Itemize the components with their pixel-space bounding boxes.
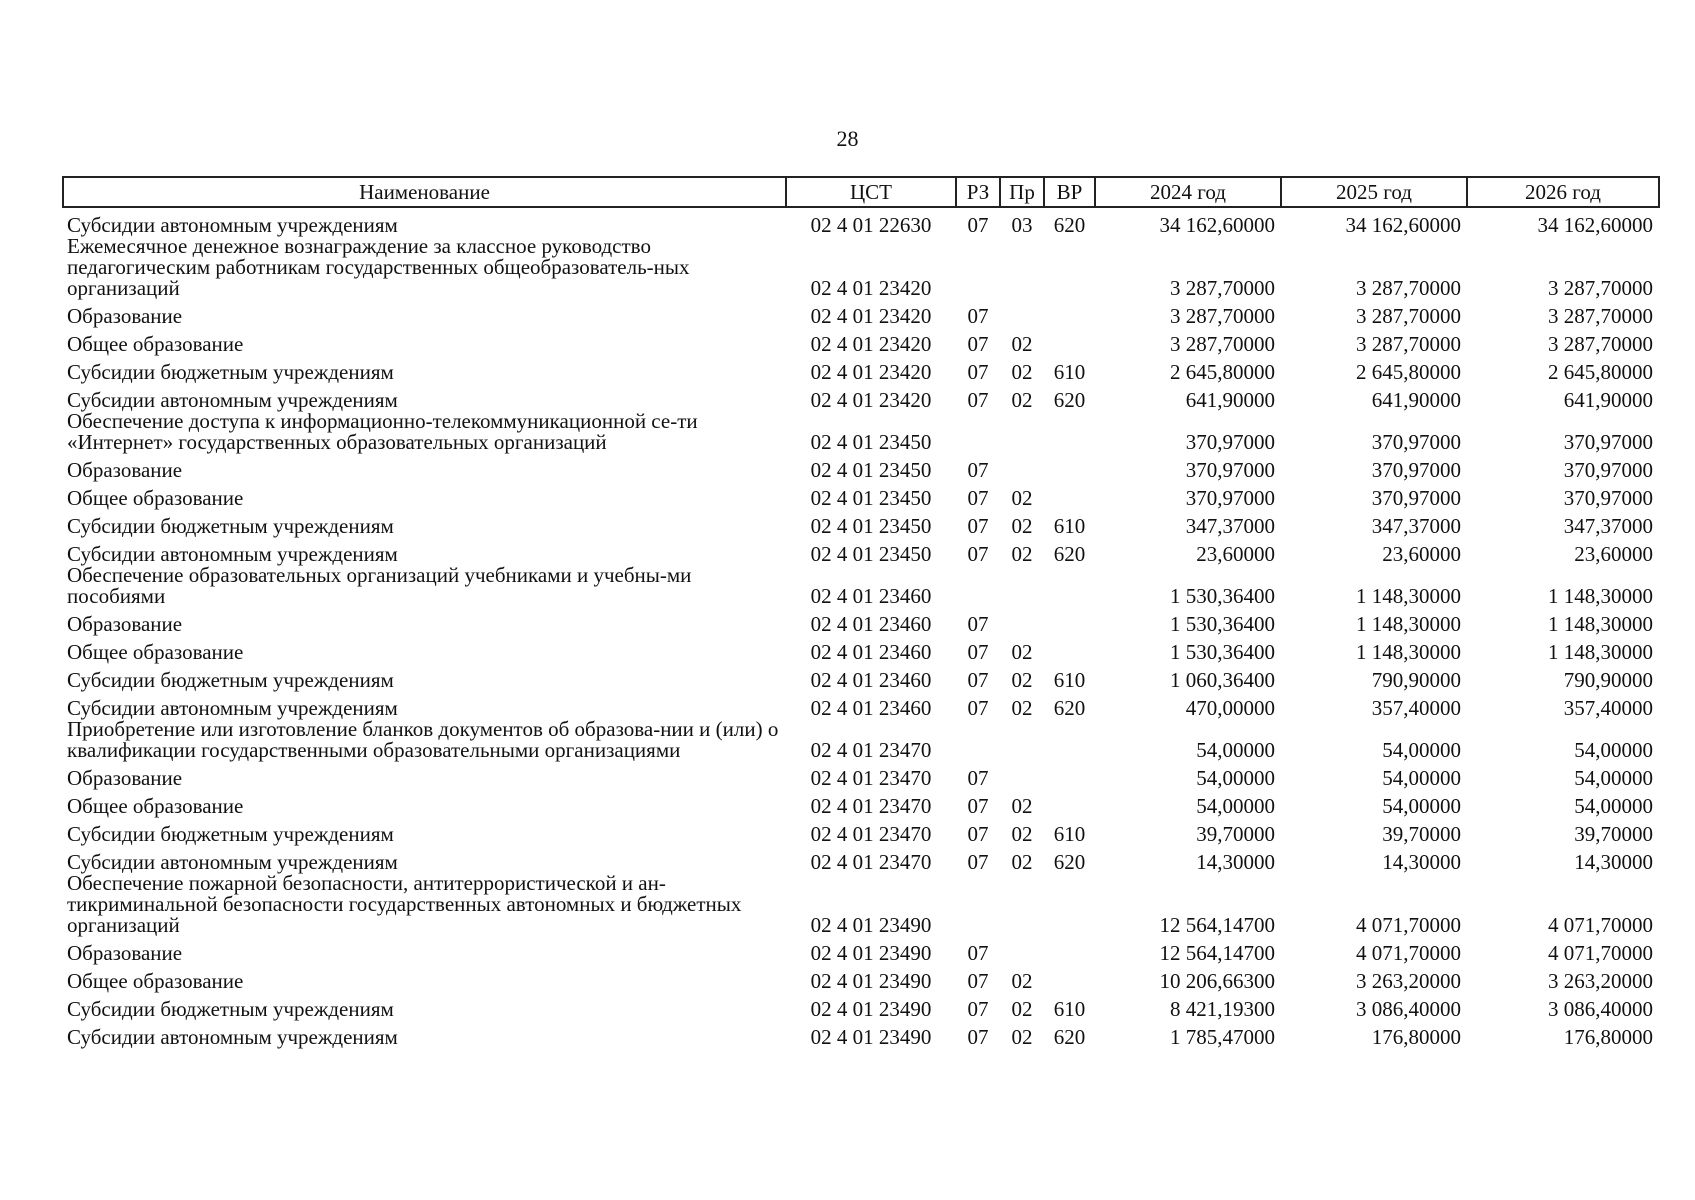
cell-2024: 14,30000 [1196, 850, 1275, 874]
cell-2026: 4 071,70000 [1548, 913, 1653, 937]
cell-rz: 07 [967, 213, 989, 237]
cell-2024: 12 564,14700 [1159, 913, 1275, 937]
cell-cst: 02 4 01 23470 [810, 794, 932, 818]
cell-vr [1044, 607, 1095, 635]
cell-vr: 620 [1053, 542, 1086, 566]
cell-pr: 02 [1011, 696, 1033, 720]
cell-2026: 370,97000 [1563, 430, 1653, 454]
cell-vr: 620 [1053, 1025, 1086, 1049]
cell-name: Субсидии автономным учреждениям [67, 1025, 398, 1049]
cell-vr [1044, 565, 1095, 607]
cell-rz: 07 [967, 850, 989, 874]
cell-2024: 641,90000 [1185, 388, 1275, 412]
cell-2026: 14,30000 [1574, 850, 1653, 874]
header-2025: 2025 год [1281, 177, 1467, 207]
cell-2025: 3 287,70000 [1356, 276, 1461, 300]
cell-rz: 07 [967, 668, 989, 692]
table-row [63, 635, 1659, 663]
cell-name: Субсидии бюджетным учреждениям [67, 360, 394, 384]
cell-2025: 14,30000 [1382, 850, 1461, 874]
cell-cst: 02 4 01 23460 [810, 612, 932, 636]
cell-cst: 02 4 01 23450 [810, 542, 932, 566]
cell-vr: 620 [1053, 696, 1086, 720]
cell-2025: 790,90000 [1371, 668, 1461, 692]
cell-2024: 370,97000 [1185, 458, 1275, 482]
table-row [63, 936, 1659, 964]
cell-2025: 370,97000 [1371, 458, 1461, 482]
cell-cst: 02 4 01 23450 [810, 514, 932, 538]
cell-name: Образование [67, 612, 183, 636]
cell-2025: 370,97000 [1371, 486, 1461, 510]
table-row [63, 509, 1659, 537]
table-row [63, 691, 1659, 719]
cell-pr [1000, 411, 1044, 453]
cell-2026: 3 287,70000 [1548, 304, 1653, 328]
cell-pr: 02 [1011, 668, 1033, 692]
cell-2025: 54,00000 [1382, 794, 1461, 818]
cell-pr: 02 [1011, 360, 1033, 384]
cell-vr: 620 [1053, 213, 1086, 237]
cell-vr [1044, 719, 1095, 761]
cell-2025: 54,00000 [1382, 738, 1461, 762]
cell-2026: 54,00000 [1574, 766, 1653, 790]
cell-2025: 3 287,70000 [1356, 304, 1461, 328]
cell-pr: 02 [1011, 514, 1033, 538]
cell-rz [956, 236, 1000, 299]
cell-2026: 2 645,80000 [1548, 360, 1653, 384]
cell-2024: 2 645,80000 [1170, 360, 1275, 384]
table-row [63, 964, 1659, 992]
cell-2025: 3 263,20000 [1356, 969, 1461, 993]
cell-name: Образование [67, 766, 183, 790]
cell-2024: 39,70000 [1196, 822, 1275, 846]
table-row [63, 761, 1659, 789]
cell-pr: 02 [1011, 388, 1033, 412]
table-row [63, 299, 1659, 327]
cell-2024: 1 785,47000 [1170, 1025, 1275, 1049]
cell-2026: 347,37000 [1563, 514, 1653, 538]
cell-2025: 176,80000 [1371, 1025, 1461, 1049]
cell-rz: 07 [967, 997, 989, 1021]
cell-cst: 02 4 01 23420 [810, 332, 932, 356]
cell-pr: 02 [1011, 332, 1033, 356]
cell-2026: 3 287,70000 [1548, 332, 1653, 356]
cell-pr [1000, 719, 1044, 761]
cell-2025: 4 071,70000 [1356, 941, 1461, 965]
cell-rz: 07 [967, 514, 989, 538]
table-row [63, 873, 1659, 936]
cell-cst: 02 4 01 23470 [810, 822, 932, 846]
table-row [63, 1020, 1659, 1048]
cell-2025: 3 287,70000 [1356, 332, 1461, 356]
cell-rz: 07 [967, 640, 989, 664]
cell-name: Образование [67, 458, 183, 482]
cell-name: Обеспечение образовательных организаций учебниками и учебны-ми пособиями [67, 563, 692, 608]
cell-cst: 02 4 01 23460 [810, 584, 932, 608]
cell-2025: 1 148,30000 [1356, 640, 1461, 664]
cell-name: Приобретение или изготовление бланков документов об образова-нии и (или) о квалификации государственными образовательными организациями [67, 717, 779, 762]
cell-pr [1000, 236, 1044, 299]
cell-2026: 370,97000 [1563, 458, 1653, 482]
cell-cst: 02 4 01 23450 [810, 458, 932, 482]
cell-2025: 641,90000 [1371, 388, 1461, 412]
table-row [63, 845, 1659, 873]
cell-pr: 02 [1011, 640, 1033, 664]
cell-cst: 02 4 01 23490 [810, 969, 932, 993]
cell-name: Общее образование [67, 332, 244, 356]
cell-pr: 02 [1011, 542, 1033, 566]
cell-pr: 02 [1011, 997, 1033, 1021]
cell-cst: 02 4 01 23450 [810, 486, 932, 510]
cell-vr [1044, 761, 1095, 789]
cell-2024: 1 530,36400 [1170, 640, 1275, 664]
header-2024: 2024 год [1095, 177, 1281, 207]
cell-2024: 34 162,60000 [1159, 213, 1275, 237]
cell-2025: 39,70000 [1382, 822, 1461, 846]
cell-2024: 3 287,70000 [1170, 304, 1275, 328]
cell-cst: 02 4 01 23460 [810, 668, 932, 692]
cell-cst: 02 4 01 23460 [810, 696, 932, 720]
cell-cst: 02 4 01 23460 [810, 640, 932, 664]
cell-name: Субсидии бюджетным учреждениям [67, 668, 394, 692]
cell-2025: 357,40000 [1371, 696, 1461, 720]
cell-vr [1044, 635, 1095, 663]
table-row [63, 327, 1659, 355]
cell-2026: 54,00000 [1574, 738, 1653, 762]
table-header-row [63, 177, 1659, 207]
table-row [63, 537, 1659, 565]
cell-pr [1000, 936, 1044, 964]
cell-rz: 07 [967, 612, 989, 636]
cell-2026: 1 148,30000 [1548, 640, 1653, 664]
cell-cst: 02 4 01 23490 [810, 997, 932, 1021]
cell-2024: 1 530,36400 [1170, 612, 1275, 636]
cell-rz: 07 [967, 794, 989, 818]
cell-vr: 620 [1053, 388, 1086, 412]
cell-2025: 34 162,60000 [1345, 213, 1461, 237]
cell-name: Обеспечение пожарной безопасности, антитеррористической и ан-тикриминальной безопасности государственных автономных и бюджетных организаций [67, 871, 742, 937]
cell-name: Субсидии бюджетным учреждениям [67, 822, 394, 846]
cell-2025: 54,00000 [1382, 766, 1461, 790]
table-row [63, 453, 1659, 481]
cell-vr [1044, 236, 1095, 299]
cell-pr: 02 [1011, 794, 1033, 818]
cell-rz: 07 [967, 1025, 989, 1049]
cell-vr [1044, 873, 1095, 936]
cell-2026: 3 086,40000 [1548, 997, 1653, 1021]
table-row [63, 789, 1659, 817]
cell-2025: 370,97000 [1371, 430, 1461, 454]
cell-rz: 07 [967, 458, 989, 482]
table-row [63, 383, 1659, 411]
cell-pr: 02 [1011, 486, 1033, 510]
cell-rz: 07 [967, 360, 989, 384]
cell-vr: 610 [1053, 822, 1086, 846]
cell-name: Субсидии автономным учреждениям [67, 850, 398, 874]
cell-pr: 03 [1011, 213, 1033, 237]
header-name: Наименование [63, 177, 786, 207]
cell-cst: 02 4 01 22630 [810, 213, 932, 237]
cell-pr: 02 [1011, 850, 1033, 874]
cell-2026: 23,60000 [1574, 542, 1653, 566]
cell-rz: 07 [967, 766, 989, 790]
header-2026: 2026 год [1467, 177, 1659, 207]
cell-name: Субсидии бюджетным учреждениям [67, 514, 394, 538]
cell-2024: 370,97000 [1185, 486, 1275, 510]
header-vr: ВР [1044, 177, 1095, 207]
cell-cst: 02 4 01 23420 [810, 304, 932, 328]
cell-2025: 1 148,30000 [1356, 584, 1461, 608]
cell-rz: 07 [967, 304, 989, 328]
cell-vr: 610 [1053, 360, 1086, 384]
cell-2025: 2 645,80000 [1356, 360, 1461, 384]
cell-2026: 790,90000 [1563, 668, 1653, 692]
cell-vr [1044, 936, 1095, 964]
cell-name: Обеспечение доступа к информационно-телекоммуникационной се-ти «Интернет» государственных образовательных организаций [67, 409, 698, 454]
table-row [63, 207, 1659, 236]
budget-table [62, 176, 1660, 1048]
cell-2026: 641,90000 [1563, 388, 1653, 412]
page-number: 28 [836, 126, 859, 151]
cell-2026: 1 148,30000 [1548, 612, 1653, 636]
cell-2024: 370,97000 [1185, 430, 1275, 454]
cell-pr: 02 [1011, 822, 1033, 846]
cell-name: Образование [67, 941, 183, 965]
cell-2025: 23,60000 [1382, 542, 1461, 566]
cell-2024: 1 060,36400 [1170, 668, 1275, 692]
cell-cst: 02 4 01 23470 [810, 766, 932, 790]
cell-pr [1000, 873, 1044, 936]
cell-vr: 620 [1053, 850, 1086, 874]
table-row [63, 236, 1659, 299]
cell-vr [1044, 327, 1095, 355]
cell-rz: 07 [967, 941, 989, 965]
cell-cst: 02 4 01 23420 [810, 388, 932, 412]
cell-vr: 610 [1053, 668, 1086, 692]
cell-2026: 54,00000 [1574, 794, 1653, 818]
cell-name: Общее образование [67, 486, 244, 510]
cell-rz: 07 [967, 332, 989, 356]
cell-rz [956, 719, 1000, 761]
header-rz: РЗ [956, 177, 1000, 207]
cell-name: Субсидии автономным учреждениям [67, 388, 398, 412]
cell-name: Общее образование [67, 640, 244, 664]
cell-name: Общее образование [67, 969, 244, 993]
cell-2024: 10 206,66300 [1159, 969, 1275, 993]
cell-2026: 39,70000 [1574, 822, 1653, 846]
header-cst: ЦСТ [786, 177, 956, 207]
cell-2024: 3 287,70000 [1170, 276, 1275, 300]
cell-2024: 3 287,70000 [1170, 332, 1275, 356]
cell-2026: 34 162,60000 [1537, 213, 1653, 237]
cell-2026: 1 148,30000 [1548, 584, 1653, 608]
cell-name: Образование [67, 304, 183, 328]
cell-cst: 02 4 01 23490 [810, 941, 932, 965]
cell-pr [1000, 299, 1044, 327]
cell-rz [956, 873, 1000, 936]
cell-cst: 02 4 01 23450 [810, 430, 932, 454]
cell-pr: 02 [1011, 1025, 1033, 1049]
cell-rz: 07 [967, 969, 989, 993]
cell-cst: 02 4 01 23490 [810, 913, 932, 937]
cell-2024: 8 421,19300 [1170, 997, 1275, 1021]
cell-vr [1044, 481, 1095, 509]
table-row [63, 719, 1659, 761]
cell-2026: 3 263,20000 [1548, 969, 1653, 993]
cell-2024: 23,60000 [1196, 542, 1275, 566]
cell-vr [1044, 299, 1095, 327]
cell-pr: 02 [1011, 969, 1033, 993]
cell-2024: 347,37000 [1185, 514, 1275, 538]
cell-cst: 02 4 01 23420 [810, 276, 932, 300]
table-row [63, 565, 1659, 607]
cell-2026: 176,80000 [1563, 1025, 1653, 1049]
cell-cst: 02 4 01 23420 [810, 360, 932, 384]
cell-vr: 610 [1053, 514, 1086, 538]
cell-2026: 3 287,70000 [1548, 276, 1653, 300]
cell-2024: 470,00000 [1185, 696, 1275, 720]
cell-2025: 347,37000 [1371, 514, 1461, 538]
cell-name: Общее образование [67, 794, 244, 818]
cell-rz: 07 [967, 486, 989, 510]
table-row [63, 411, 1659, 453]
cell-2025: 3 086,40000 [1356, 997, 1461, 1021]
cell-2024: 1 530,36400 [1170, 584, 1275, 608]
cell-name: Субсидии автономным учреждениям [67, 696, 398, 720]
cell-rz: 07 [967, 696, 989, 720]
cell-2025: 1 148,30000 [1356, 612, 1461, 636]
table-row [63, 355, 1659, 383]
cell-vr [1044, 411, 1095, 453]
cell-vr: 610 [1053, 997, 1086, 1021]
cell-pr [1000, 761, 1044, 789]
cell-pr [1000, 607, 1044, 635]
cell-rz: 07 [967, 388, 989, 412]
header-pr: Пр [1000, 177, 1044, 207]
cell-rz [956, 565, 1000, 607]
cell-rz [956, 411, 1000, 453]
table-row [63, 663, 1659, 691]
cell-rz: 07 [967, 542, 989, 566]
cell-2024: 54,00000 [1196, 766, 1275, 790]
cell-2025: 4 071,70000 [1356, 913, 1461, 937]
cell-2026: 370,97000 [1563, 486, 1653, 510]
table-body [63, 207, 1659, 1048]
cell-2024: 12 564,14700 [1159, 941, 1275, 965]
cell-rz: 07 [967, 822, 989, 846]
table-row [63, 817, 1659, 845]
cell-cst: 02 4 01 23470 [810, 850, 932, 874]
table-row [63, 481, 1659, 509]
cell-2026: 357,40000 [1563, 696, 1653, 720]
cell-2024: 54,00000 [1196, 738, 1275, 762]
table-row [63, 992, 1659, 1020]
cell-2026: 4 071,70000 [1548, 941, 1653, 965]
cell-vr [1044, 964, 1095, 992]
cell-pr [1000, 565, 1044, 607]
cell-name: Ежемесячное денежное вознаграждение за классное руководство педагогическим работникам государственных общеобразователь-ных организаций [67, 234, 690, 300]
cell-cst: 02 4 01 23470 [810, 738, 932, 762]
cell-name: Субсидии автономным учреждениям [67, 213, 398, 237]
cell-2024: 54,00000 [1196, 794, 1275, 818]
table-row [63, 607, 1659, 635]
cell-name: Субсидии бюджетным учреждениям [67, 997, 394, 1021]
cell-name: Субсидии автономным учреждениям [67, 542, 398, 566]
cell-vr [1044, 789, 1095, 817]
cell-cst: 02 4 01 23490 [810, 1025, 932, 1049]
cell-pr [1000, 453, 1044, 481]
cell-vr [1044, 453, 1095, 481]
